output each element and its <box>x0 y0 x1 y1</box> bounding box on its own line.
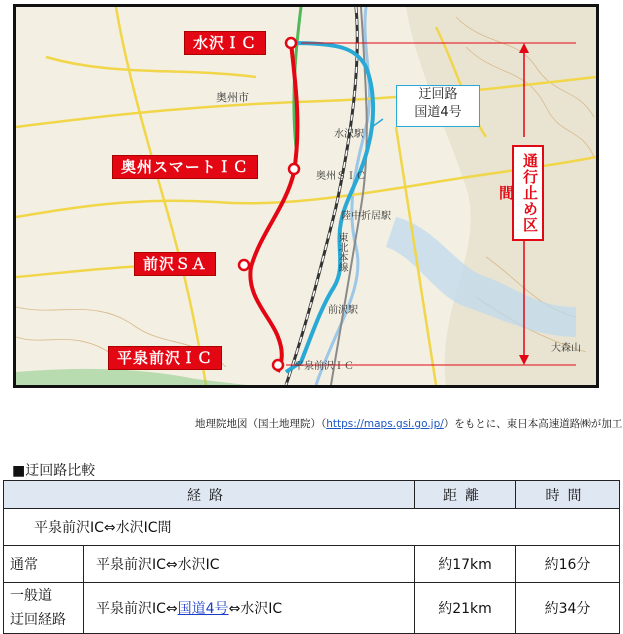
maesawa-sa-marker <box>239 260 249 270</box>
detour-route-cell <box>84 583 415 634</box>
detour-callout <box>396 85 480 127</box>
mizusawa-ic-marker <box>286 38 296 48</box>
group-row-label: 平泉前沢IC⇔水沢IC間 <box>4 509 620 546</box>
caption-after: ）をもとに、東日本高速道路㈱が加工 <box>443 418 623 430</box>
detour-comparison-table <box>3 480 620 634</box>
detour-type-line2: 迂回経路 <box>10 612 66 628</box>
detour-route-highlight: 国道4号 <box>177 601 229 617</box>
table-header-row <box>4 481 620 509</box>
header-time: 時間 <box>516 481 620 509</box>
table-row <box>4 546 620 583</box>
detour-callout-line1: 迂回路 <box>418 87 458 102</box>
map-source-caption <box>195 416 622 431</box>
header-route: 経路 <box>4 481 415 509</box>
mizusawa-station-label: 水沢駅 <box>334 129 364 140</box>
tohoku-line-label: 東北本線 <box>336 232 347 272</box>
detour-route-part1: 平泉前沢IC⇔ <box>96 601 178 617</box>
oshu-sic-label: 奥州ＳＩＣ <box>316 171 366 182</box>
oshu-city-label: 奥州市 <box>216 91 249 104</box>
hiraizumi-ic-label: 平泉前沢ＩＣ <box>108 346 222 370</box>
detour-type-cell <box>4 583 84 634</box>
maesawa-station-label: 前沢駅 <box>328 305 358 316</box>
group-row <box>4 509 620 546</box>
detour-type-line1: 一般道 <box>10 588 52 604</box>
closure-section-label: 通行止め区間 <box>512 145 544 241</box>
row-type: 通常 <box>4 546 84 583</box>
row-route: 平泉前沢IC⇔水沢IC <box>84 546 415 583</box>
hiraizumi-map-label: 平泉前沢ＩＣ <box>294 361 354 372</box>
row-time: 約16分 <box>516 546 620 583</box>
route-map <box>13 4 599 388</box>
oshu-smart-ic-marker <box>289 164 299 174</box>
detour-distance: 約21km <box>415 583 516 634</box>
caption-before: 地理院地図（国土地理院）（ <box>195 418 327 430</box>
detour-route-part2: ⇔水沢IC <box>228 601 283 617</box>
mizusawa-ic-label: 水沢ＩＣ <box>184 31 266 55</box>
detour-callout-line2: 国道4号 <box>414 105 462 120</box>
row-distance: 約17km <box>415 546 516 583</box>
table-row-detour <box>4 583 620 634</box>
omoriyama-label: 大森山 <box>551 343 581 354</box>
header-distance: 距離 <box>415 481 516 509</box>
rikuchu-orii-label: 陸中折居駅 <box>341 211 391 222</box>
section-title: ■迂回路比較 <box>12 463 96 479</box>
maesawa-sa-label: 前沢ＳＡ <box>134 252 216 276</box>
oshu-smart-ic-label: 奥州スマートＩＣ <box>112 155 258 179</box>
detour-time: 約34分 <box>516 583 620 634</box>
hiraizumi-ic-marker <box>273 360 283 370</box>
gsi-map-link[interactable]: https://maps.gsi.go.jp/ <box>326 418 444 430</box>
